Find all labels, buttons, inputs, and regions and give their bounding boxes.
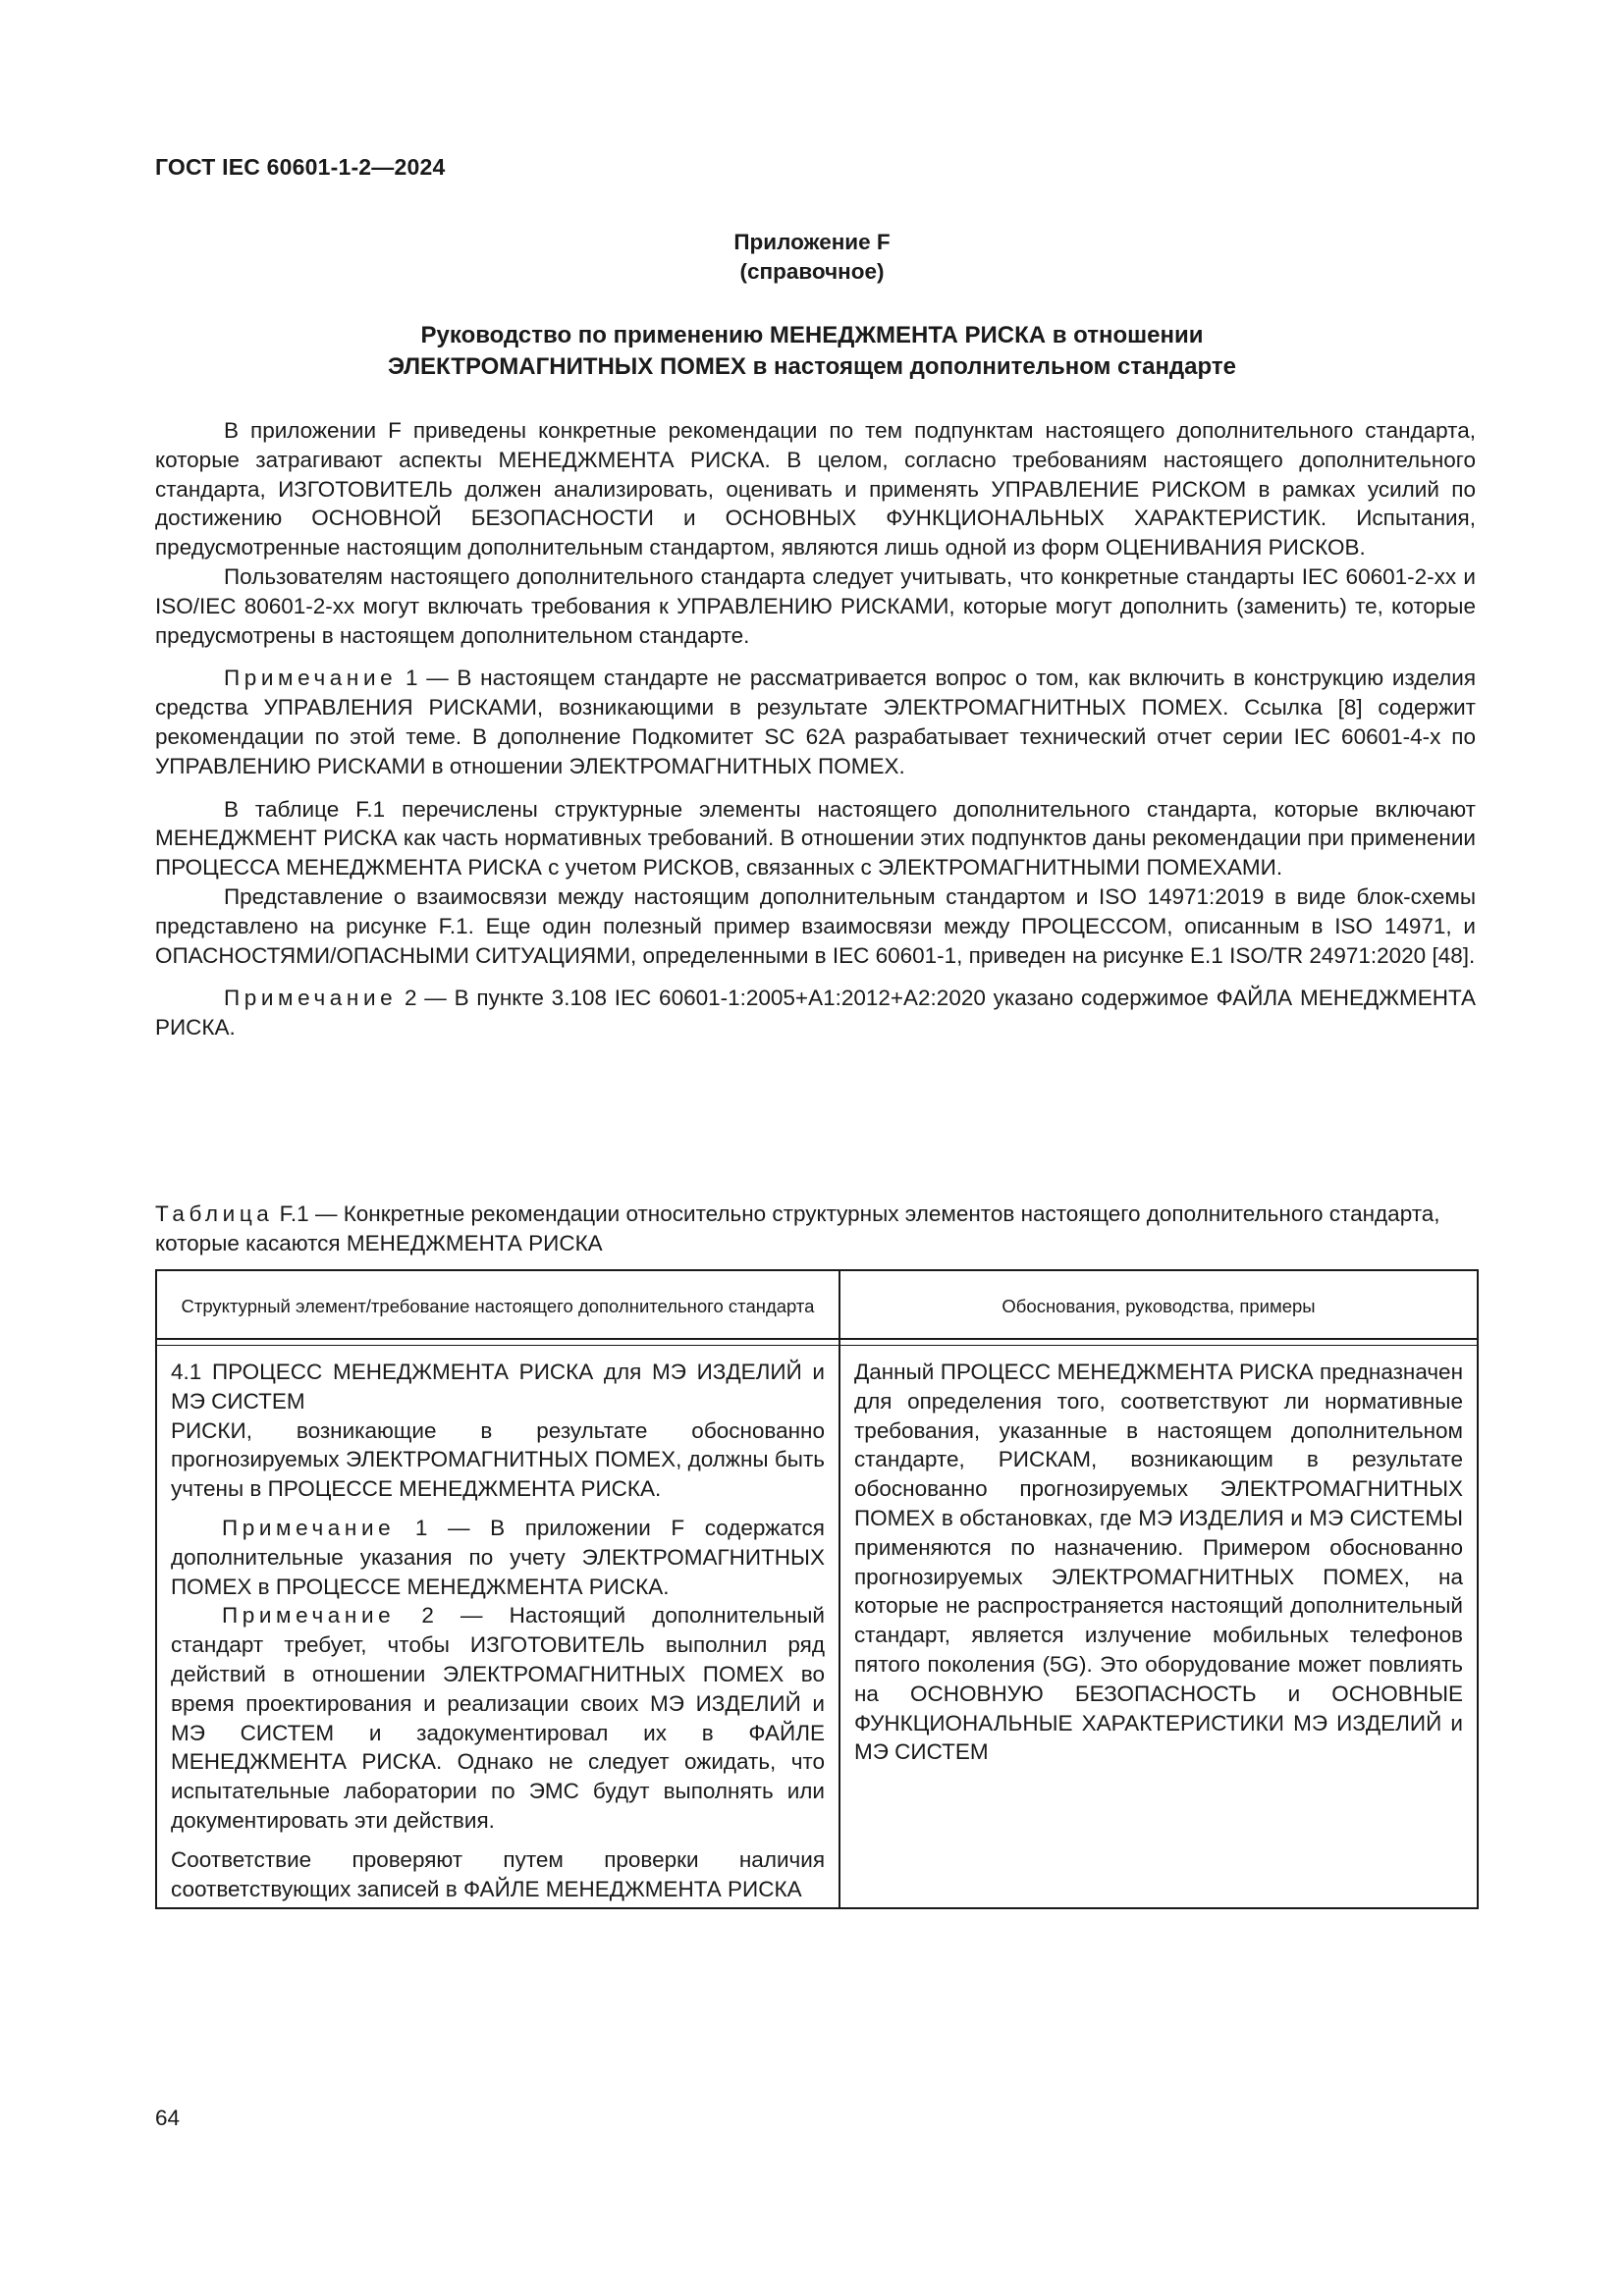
note-2-text: 2 — В пункте 3.108 IEC 60601-1:2005+A1:2012+A2:2020 указано содержимое ФАЙЛА МЕНЕДЖМЕНТА РИСКА. [155,986,1476,1041]
requirement-clause: 4.1 ПРОЦЕСС МЕНЕДЖМЕНТА РИСКА для МЭ ИЗДЕЛИЙ и МЭ СИСТЕМ [171,1360,825,1414]
requirement-note-2 [171,1601,825,1835]
note-1-text: 1 — В настоящем стандарте не рассматривается вопрос о том, как включить в конструкцию изделия средства УПРАВЛЕНИЯ РИСКАМИ, возникающими в результате ЭЛЕКТРОМАГНИТНЫХ ПОМЕХ. Ссылка [8] содержит рекомендации по этой теме. В дополнение Подкомитет SC 62A разрабатывает технический отчет серии IEC 60601-4-x по УПРАВЛЕНИЮ РИСКАМИ в отношении ЭЛЕКТРОМАГНИТНЫХ ПОМЕХ. [155,666,1476,778]
table-row [156,1346,1478,1909]
annex-title [155,320,1469,383]
paragraph-3: В таблице F.1 перечислены структурные элементы настоящего дополнительного стандарта, которые включают МЕНЕДЖМЕНТ РИСКА как часть нормативных требований. В отношении этих подпунктов даны рекомендации при применении ПРОЦЕССА МЕНЕДЖМЕНТА РИСКА с учетом РИСКОВ, связанных с ЭЛЕКТРОМАГНИТНЫМИ ПОМЕХАМИ. [155,796,1476,881]
requirement-compliance: Соответствие проверяют путем проверки наличия соответствующих записей в ФАЙЛЕ МЕНЕДЖМЕНТА РИСКА [171,1846,825,1901]
table-caption-label: Таблица [155,1201,274,1226]
table-f1 [155,1269,1479,1909]
annex-status: (справочное) [739,259,885,284]
table-cell-requirement [156,1346,839,1909]
body-text [155,416,1476,1042]
paragraph-1: В приложении F приведены конкретные рекомендации по тем подпунктам настоящего дополнительного стандарта, которые затрагивают аспекты МЕНЕДЖМЕНТА РИСКА. В целом, согласно требованиям настоящего дополнительного стандарта, ИЗГОТОВИТЕЛЬ должен анализировать, оценивать и применять УПРАВЛЕНИЕ РИСКОМ в рамках усилий по достижению ОСНОВНОЙ БЕЗОПАСНОСТИ и ОСНОВНЫХ ФУНКЦИОНАЛЬНЫХ ХАРАКТЕРИСТИК. Испытания, предусмотренные настоящим дополнительным стандартом, являются лишь одной из форм ОЦЕНИВАНИЯ РИСКОВ. [155,418,1476,561]
annex-title-line1: Руководство по применению МЕНЕДЖМЕНТА РИСКА в отношении [420,322,1204,348]
requirement-note-1 [171,1514,825,1601]
table-header-structural-element: Структурный элемент/требование настоящего дополнительного стандарта [156,1270,839,1339]
table-caption [155,1200,1476,1258]
standard-id-header: ГОСТ IEC 60601-1-2—2024 [155,154,446,180]
annex-title-line2: ЭЛЕКТРОМАГНИТНЫХ ПОМЕХ в настоящем дополнительном стандарте [388,353,1236,380]
requirement-note-1-label: Примечание [222,1515,396,1540]
requirement-note-2-text: 2 — Настоящий дополнительный стандарт требует, чтобы ИЗГОТОВИТЕЛЬ выполнил ряд действий в отношении ЭЛЕКТРОМАГНИТНЫХ ПОМЕХ во время проектирования и реализации своих МЭ ИЗДЕЛИЙ и МЭ СИСТЕМ и задокументировал их в ФАЙЛЕ МЕНЕДЖМЕНТА РИСКА. Однако не следует ожидать, что испытательные лаборатории по ЭМС будут выполнять или документировать эти действия. [171,1603,825,1833]
paragraph-2: Пользователям настоящего дополнительного стандарта следует учитывать, что конкретные стандарты IEC 60601-2-xx и ISO/IEC 80601-2-xx могут включать требования к УПРАВЛЕНИЮ РИСКАМИ, которые могут дополнить (заменить) те, которые предусмотрены в настоящем дополнительном стандарте. [155,563,1476,648]
table-caption-text: F.1 — Конкретные рекомендации относительно структурных элементов настоящего дополнительного стандарта, которые касаются МЕНЕДЖМЕНТА РИСКА [155,1201,1440,1255]
note-1-label: Примечание [224,666,398,691]
rationale-text: Данный ПРОЦЕСС МЕНЕДЖМЕНТА РИСКА предназначен для определения того, соответствуют ли нормативные требования, указанные в настоящем дополнительном стандарте, РИСКАМ, возникающим в результате обоснованно прогнозируемых ЭЛЕКТРОМАГНИТНЫХ ПОМЕХ в обстановках, где МЭ ИЗДЕЛИЯ и МЭ СИСТЕМЫ применяются по назначению. Примером обоснованно прогнозируемых ЭЛЕКТРОМАГНИТНЫХ ПОМЕХ, на которые не распространяется настоящий дополнительный стандарт, является излучение мобильных телефонов пятого поколения (5G). Это оборудование может повлиять на ОСНОВНУЮ БЕЗОПАСНОСТЬ и ОСНОВНЫЕ ФУНКЦИОНАЛЬНЫЕ ХАРАКТЕРИСТИКИ МЭ ИЗДЕЛИЙ и МЭ СИСТЕМ [854,1360,1463,1765]
annex-heading [155,228,1469,287]
page-number: 64 [155,2106,181,2130]
requirement-text: РИСКИ, возникающие в результате обоснованно прогнозируемых ЭЛЕКТРОМАГНИТНЫХ ПОМЕХ, должны быть учтены в ПРОЦЕССЕ МЕНЕДЖМЕНТА РИСКА. [171,1417,825,1502]
note-2 [155,984,1476,1042]
paragraph-4: Представление о взаимосвязи между настоящим дополнительным стандартом и ISO 14971:2019 в виде блок-схемы представлено на рисунке F.1. Еще один полезный пример взаимосвязи между ПРОЦЕССОМ, описанным в ISO 14971, и ОПАСНОСТЯМИ/ОПАСНЫМИ СИТУАЦИЯМИ, определенными в IEC 60601-1, приведен на рисунке E.1 ISO/TR 24971:2020 [48]. [155,883,1476,968]
requirement-note-2-label: Примечание [222,1603,396,1629]
table-cell-rationale [839,1346,1478,1909]
note-2-label: Примечание [224,986,398,1011]
annex-label: Приложение F [733,230,891,254]
table-header-rationale: Обоснования, руководства, примеры [839,1270,1478,1339]
note-1 [155,664,1476,780]
requirement-note-1-text: 1 — В приложении F содержатся дополнительные указания по учету ЭЛЕКТРОМАГНИТНЫХ ПОМЕХ в ПРОЦЕССЕ МЕНЕДЖМЕНТА РИСКА. [171,1515,825,1599]
table-header-row [156,1270,1478,1339]
